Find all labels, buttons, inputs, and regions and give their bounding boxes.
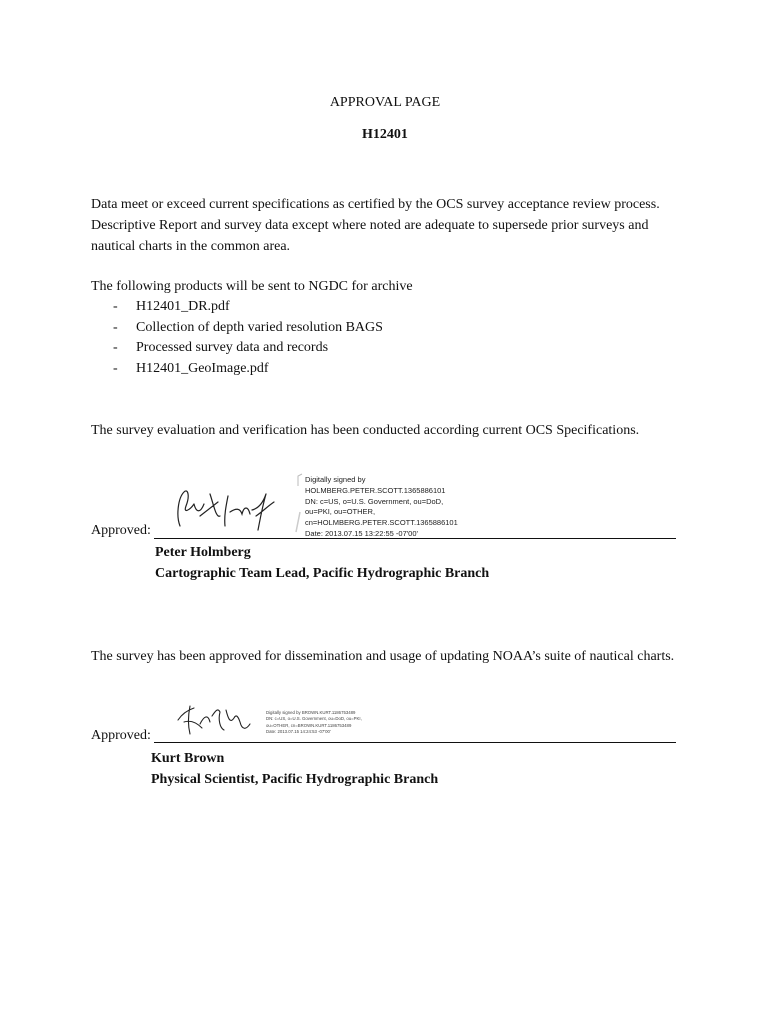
evaluation-paragraph: The survey evaluation and verification has been conducted according current OCS Specifications. bbox=[91, 423, 640, 438]
document-id: H12401 bbox=[362, 127, 408, 142]
certification-paragraph: Data meet or exceed current specifications as certified by the OCS survey acceptance review process. Descriptive Report and survey data except where noted are adequate to supersede prior surveys and nautical charts in the common area. bbox=[91, 197, 660, 254]
list-item: - Processed survey data and records bbox=[91, 338, 383, 359]
signature-line bbox=[154, 742, 676, 743]
list-item: - H12401_GeoImage.pdf bbox=[91, 359, 383, 380]
list-marker: - bbox=[113, 340, 118, 355]
list-item: - H12401_DR.pdf bbox=[91, 297, 383, 318]
page-title: APPROVAL PAGE bbox=[329, 95, 441, 110]
signer-name: Kurt Brown bbox=[151, 751, 225, 766]
signer-role: Physical Scientist, Pacific Hydrographic Branch bbox=[151, 772, 439, 787]
list-marker: - bbox=[113, 299, 118, 314]
handwritten-signature-brown bbox=[172, 700, 262, 738]
signer-block bbox=[151, 748, 438, 790]
list-item: - Collection of depth varied resolution BAGS bbox=[91, 318, 383, 339]
products-list bbox=[91, 297, 383, 379]
digital-signature-block: Digitally signed by BROWN.KURT.1186753489 DN: c=US, o=U.S. Government, ou=DoD, ou=PKI, ou=OTHER, cn=BROWN.KURT.1186753489 Date: 2013.07.15 14:24:53 -07'00' bbox=[266, 710, 362, 734]
list-marker: - bbox=[113, 319, 118, 335]
dissemination-paragraph: The survey has been approved for dissemination and usage of updating NOAA’s suite of nautical charts. bbox=[91, 649, 675, 664]
signer-name: Peter Holmberg bbox=[155, 545, 251, 560]
signature-line bbox=[154, 538, 676, 539]
handwritten-signature-holmberg bbox=[170, 486, 290, 534]
signature-bracket-icon bbox=[294, 472, 304, 536]
approved-label: Approved: bbox=[91, 523, 151, 538]
list-marker: - bbox=[113, 360, 118, 376]
digital-signature-block: Digitally signed by HOLMBERG.PETER.SCOTT.1365886101 DN: c=US, o=U.S. Government, ou=DoD, ou=PKI, ou=OTHER, cn=HOLMBERG.PETER.SCOTT.1365886101 Date: 2013.07.15 13:22:55 -07'00' bbox=[305, 475, 458, 538]
signer-role: Cartographic Team Lead, Pacific Hydrographic Branch bbox=[155, 566, 490, 581]
approved-label: Approved: bbox=[91, 728, 151, 743]
signer-block bbox=[155, 542, 489, 584]
products-intro: The following products will be sent to NGDC for archive bbox=[91, 279, 413, 294]
